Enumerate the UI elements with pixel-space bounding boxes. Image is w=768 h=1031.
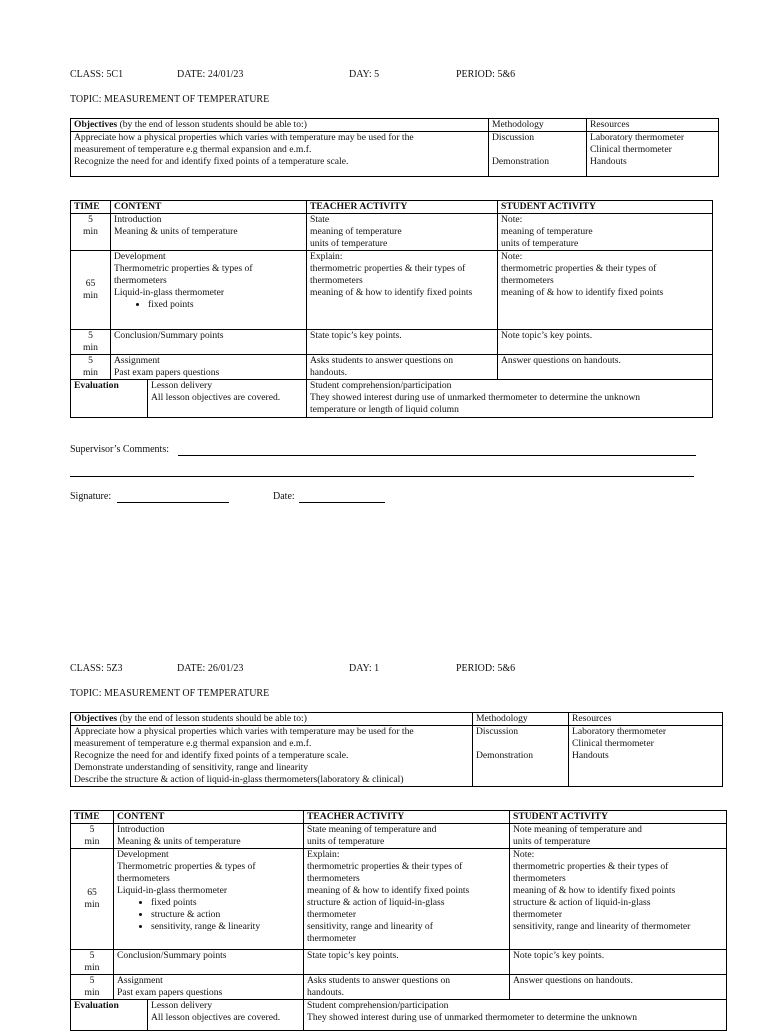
evaluation-comprehension: Student comprehension/participation They showed interest during use of unmarked thermometer to determine the unknown temperature or length of liquid column <box>307 380 713 418</box>
teacher-cell: State meaning of temperature and units of temperature <box>304 824 510 849</box>
resources-header: Resources <box>569 713 723 726</box>
date-field-label: Date: <box>273 491 295 502</box>
objectives-list: Appreciate how a physical properties which varies with temperature may be used for the measurement of temperature e.g thermal expansion and e.m.f. Recognize the need for and identify fixed points of a temperature scale. <box>71 132 489 177</box>
resources-list: Laboratory thermometer Clinical thermometer Handouts <box>587 132 719 177</box>
activity-table <box>70 200 713 418</box>
time-cell: 65 min <box>71 251 111 330</box>
evaluation-delivery: Lesson delivery All lesson objectives are covered. <box>151 1000 281 1023</box>
methodology-header: Methodology <box>473 713 569 726</box>
day-label: DAY: 5 <box>349 69 380 80</box>
objectives-table <box>70 118 719 177</box>
date-label: DATE: 24/01/23 <box>177 69 244 80</box>
time-cell: 5 min <box>71 975 114 1000</box>
teacher-cell: Explain: thermometric properties & their types of thermometers meaning of & how to identify fixed points <box>307 251 498 330</box>
objectives-list: Appreciate how a physical properties which varies with temperature may be used for the measurement of temperature e.g thermal expansion and e.m.f. Recognize the need for and identify fixed points of a temperature scale. Demonstrate understanding of sensitivity, range and linearity Describe the structure & action of liquid-in-glass thermometers(laboratory & clinical) <box>71 726 473 787</box>
content-header: CONTENT <box>114 811 304 824</box>
content-cell: Assignment Past exam papers questions <box>114 975 304 1000</box>
table-row <box>71 824 727 849</box>
content-cell: Development Thermometric properties & types of thermometers Liquid-in-glass thermometer • fixed points • structure & action • sensitivity, range & linearity <box>114 849 304 950</box>
evaluation-row <box>71 1000 727 1031</box>
content-cell: Conclusion/Summary points <box>111 330 307 355</box>
content-cell: Conclusion/Summary points <box>114 950 304 975</box>
table-row <box>71 975 727 1000</box>
methodology-header: Methodology <box>489 119 587 132</box>
list-item: • structure & action <box>151 909 300 921</box>
table-row <box>71 355 713 380</box>
evaluation-cell <box>71 1000 304 1031</box>
supervisor-comments-line-2[interactable] <box>70 476 694 477</box>
student-cell: Answer questions on handouts. <box>510 975 727 1000</box>
student-cell: Note meaning of temperature and units of temperature <box>510 824 727 849</box>
student-header: STUDENT ACTIVITY <box>498 201 713 214</box>
time-cell: 5 min <box>71 214 111 251</box>
time-cell: 65 min <box>71 849 114 950</box>
evaluation-comprehension: Student comprehension/participation They showed interest during use of unmarked thermometer to determine the unknown <box>304 1000 727 1031</box>
time-header: TIME <box>71 201 111 214</box>
teacher-cell: State meaning of temperature units of temperature <box>307 214 498 251</box>
supervisor-comments-line[interactable] <box>178 455 696 456</box>
evaluation-row <box>71 380 713 418</box>
topic-label: TOPIC: MEASUREMENT OF TEMPERATURE <box>70 94 270 105</box>
methodology-list: Discussion Demonstration <box>489 132 587 177</box>
class-label: CLASS: 5C1 <box>70 69 124 80</box>
teacher-cell: State topic’s key points. <box>304 950 510 975</box>
bullet-list <box>117 897 300 933</box>
content-cell: Development Thermometric properties & types of thermometers Liquid-in-glass thermometer • fixed points <box>111 251 307 330</box>
teacher-cell: Asks students to answer questions on handouts. <box>307 355 498 380</box>
evaluation-delivery: Lesson delivery All lesson objectives are covered. <box>151 380 281 403</box>
teacher-header: TEACHER ACTIVITY <box>307 201 498 214</box>
teacher-cell: Explain: thermometric properties & their types of thermometers meaning of & how to identify fixed points structure & action of liquid-in-glass thermometer sensitivity, range and linearity of thermometer <box>304 849 510 950</box>
objectives-header: Objectives (by the end of lesson students should be able to:) <box>71 119 489 132</box>
time-cell: 5 min <box>71 330 111 355</box>
resources-header: Resources <box>587 119 719 132</box>
time-header: TIME <box>71 811 114 824</box>
supervisor-comments-label: Supervisor’s Comments: <box>70 444 169 455</box>
student-cell: Note: thermometric properties & their types of thermometers meaning of & how to identify fixed points structure & action of liquid-in-glass thermometer sensitivity, range and linearity of thermometer <box>510 849 727 950</box>
list-item: • fixed points <box>151 897 300 909</box>
period-label: PERIOD: 5&6 <box>456 69 516 80</box>
list-item: • fixed points <box>148 299 303 311</box>
student-cell: Answer questions on handouts. <box>498 355 713 380</box>
student-cell: Note topic’s key points. <box>498 330 713 355</box>
teacher-cell: State topic’s key points. <box>307 330 498 355</box>
table-row <box>71 330 713 355</box>
evaluation-label: Evaluation <box>71 1000 148 1030</box>
table-row <box>71 251 713 330</box>
resources-list: Laboratory thermometer Clinical thermometer Handouts <box>569 726 723 787</box>
methodology-list: Discussion Demonstration <box>473 726 569 787</box>
table-row <box>71 214 713 251</box>
time-cell: 5 min <box>71 824 114 849</box>
class-label: CLASS: 5Z3 <box>70 663 123 674</box>
signature-label: Signature: <box>70 491 112 502</box>
student-cell: Note: thermometric properties & their types of thermometers meaning of & how to identify fixed points <box>498 251 713 330</box>
teacher-cell: Asks students to answer questions on handouts. <box>304 975 510 1000</box>
evaluation-cell <box>71 380 307 418</box>
objectives-header: Objectives (by the end of lesson students should be able to:) <box>71 713 473 726</box>
student-cell: Note topic’s key points. <box>510 950 727 975</box>
content-cell: Introduction Meaning & units of temperature <box>114 824 304 849</box>
student-header: STUDENT ACTIVITY <box>510 811 727 824</box>
activity-table <box>70 810 727 1031</box>
content-cell: Introduction Meaning & units of temperature <box>111 214 307 251</box>
date-label: DATE: 26/01/23 <box>177 663 244 674</box>
bullet-list <box>114 299 303 311</box>
topic-label: TOPIC: MEASUREMENT OF TEMPERATURE <box>70 688 270 699</box>
time-cell: 5 min <box>71 355 111 380</box>
period-label: PERIOD: 5&6 <box>456 663 516 674</box>
evaluation-label: Evaluation <box>71 380 148 417</box>
date-field-line[interactable] <box>299 502 385 503</box>
teacher-header: TEACHER ACTIVITY <box>304 811 510 824</box>
list-item: • sensitivity, range & linearity <box>151 921 300 933</box>
student-cell: Note: meaning of temperature units of temperature <box>498 214 713 251</box>
table-row <box>71 849 727 950</box>
content-header: CONTENT <box>111 201 307 214</box>
objectives-table <box>70 712 723 787</box>
signature-line[interactable] <box>117 502 229 503</box>
day-label: DAY: 1 <box>349 663 380 674</box>
content-cell: Assignment Past exam papers questions <box>111 355 307 380</box>
table-row <box>71 950 727 975</box>
time-cell: 5 min <box>71 950 114 975</box>
